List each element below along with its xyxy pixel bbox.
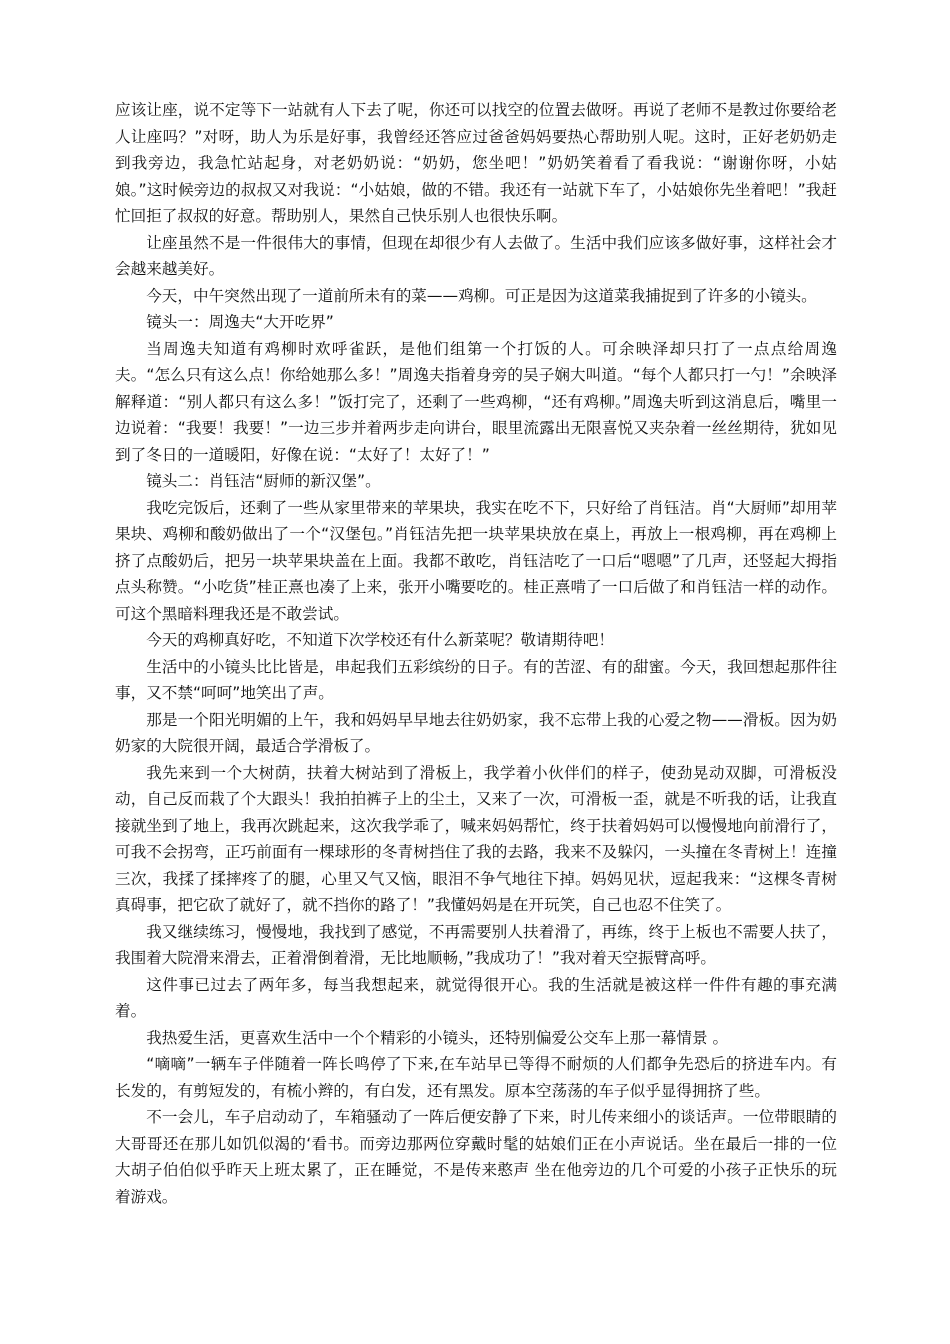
paragraph-12: 我又继续练习，慢慢地，我找到了感觉，不再需要别人扶着滑了，再练，终于上板也不需要人扶了，我围着大院滑来滑去，正着滑倒着滑，无比地顺畅，”我成功了！”我对着天空振臂高呼。 bbox=[115, 922, 837, 967]
paragraph-8: 今天的鸡柳真好吃，不知道下次学校还有什么新菜呢？敬请期待吧！ bbox=[146, 631, 615, 649]
paragraph-14: 我热爱生活，更喜欢生活中一个个精彩的小镜头，还特别偏爱公交车上那一幕情景 。 bbox=[146, 1028, 729, 1047]
paragraph-7: 我吃完饭后，还剩了一些从家里带来的苹果块，我实在吃不下，只好给了肖钰洁。肖“大厨师”却用苹果块、鸡柳和酸奶做出了一个“汉堡包。”肖钰洁先把一块苹果块放在桌上，再放上一根鸡柳，再在鸡柳上挤了点酸奶后，把另一块苹果块盖在上面。我都不敢吃，肖钰洁吃了一口后“嗯嗯”了几声，还竖起大拇指点头称赞。“小吃货”桂正熹也凑了上来，张开小嘴要吃的。桂正熹啃了一口后做了和肖钰洁一样的动作。可这个黑暗料理我还是不敢尝试。 bbox=[115, 498, 837, 623]
paragraph-3: 今天，中午突然出现了一道前所未有的菜——鸡柳。可正是因为这道菜我捕捉到了许多的小镜头。 bbox=[146, 286, 817, 305]
paragraph-4: 镜头一：周逸夫“大开吃界” bbox=[146, 313, 334, 331]
document-page bbox=[115, 97, 837, 1210]
paragraph-5: 当周逸夫知道有鸡柳时欢呼雀跃，是他们组第一个打饭的人。可余映泽却只打了一点点给周逸夫。“怎么只有这么点！你给她那么多！”周逸夫指着身旁的吴子娴大叫道。“每个人都只打一勺！”余映泽解释道：“别人都只有这么多！”饭打完了，还剩了一些鸡柳，“还有鸡柳。”周逸夫听到这消息后，嘴里一边说着：“我要！我要！”一边三步并着两步走向讲台，眼里流露出无限喜悦又夹杂着一丝丝期待，犹如见到了冬日的一道暖阳，好像在说：“太好了！太好了！” bbox=[115, 339, 837, 464]
paragraph-1: 应该让座，说不定等下一站就有人下去了呢，你还可以找空的位置去做呀。再说了老师不是教过你要给老人让座吗？”对呀，助人为乐是好事，我曾经还答应过爸爸妈妈要热心帮助别人呢。这时，正好老奶奶走到我旁边，我急忙站起身，对老奶奶说：“奶奶，您坐吧！”奶奶笑着看了看我说：“谢谢你呀，小姑娘。”这时候旁边的叔叔又对我说：“小姑娘，做的不错。我还有一站就下车了，小姑娘你先坐着吧！”我赶忙回拒了叔叔的好意。帮助别人，果然自己快乐别人也很快乐啊。 bbox=[115, 101, 837, 225]
paragraph-10: 那是一个阳光明媚的上午，我和妈妈早早地去往奶奶家，我不忘带上我的心爱之物——滑板。因为奶奶家的大院很开阔，最适合学滑板了。 bbox=[115, 710, 837, 755]
paragraph-16: 不一会儿，车子启动动了，车箱骚动了一阵后便安静了下来，时儿传来细小的谈话声。一位带眼睛的大哥哥还在那儿如饥似渴的‘看书。而旁边那两位穿戴时髦的姑娘们正在小声说话。坐在最后一排的一位大胡子伯伯似乎昨天上班太累了，正在睡觉，不是传来憨声 坐在他旁边的几个可爱的小孩子正快乐的玩着游戏。 bbox=[115, 1108, 837, 1206]
paragraph-15: “嘀嘀”一辆车子伴随着一阵长鸣停了下来,在车站早已等得不耐烦的人们都争先恐后的挤进车内。有长发的，有剪短发的，有梳小辫的，有白发，还有黑发。原本空荡荡的车子似乎显得拥挤了些。 bbox=[115, 1055, 837, 1100]
paragraph-11: 我先来到一个大树荫，扶着大树站到了滑板上，我学着小伙伴们的样子，使劲晃动双脚，可滑板没动，自己反而栽了个大跟头！我拍拍裤子上的尘土，又来了一次，可滑板一歪，就是不听我的话，让我直接就坐到了地上，我再次跳起来，这次我学乖了，喊来妈妈帮忙，终于扶着妈妈可以慢慢地向前滑行了，可我不会拐弯，正巧前面有一棵球形的冬青树挡住了我的去路，我来不及躲闪，一头撞在冬青树上！连撞三次，我揉了揉摔疼了的腿，心里又气又恼，眼泪不争气地往下掉。妈妈见状，逗起我来：“这棵冬青树真碍事，把它砍了就好了，就不挡你的路了！”我懂妈妈是在开玩笑，自己也忍不住笑了。 bbox=[115, 763, 837, 914]
paragraph-13: 这件事已过去了两年多，每当我想起来，就觉得很开心。我的生活就是被这样一件件有趣的事充满着。 bbox=[115, 975, 837, 1020]
paragraph-9: 生活中的小镜头比比皆是，串起我们五彩缤纷的日子。有的苦涩、有的甜蜜。今天，我回想起那件往事，又不禁“呵呵”地笑出了声。 bbox=[115, 657, 837, 702]
paragraph-6: 镜头二：肖钰洁“厨师的新汉堡”。 bbox=[146, 472, 381, 490]
paragraph-2: 让座虽然不是一件很伟大的事情，但现在却很少有人去做了。生活中我们应该多做好事，这样社会才会越来越美好。 bbox=[115, 233, 837, 278]
